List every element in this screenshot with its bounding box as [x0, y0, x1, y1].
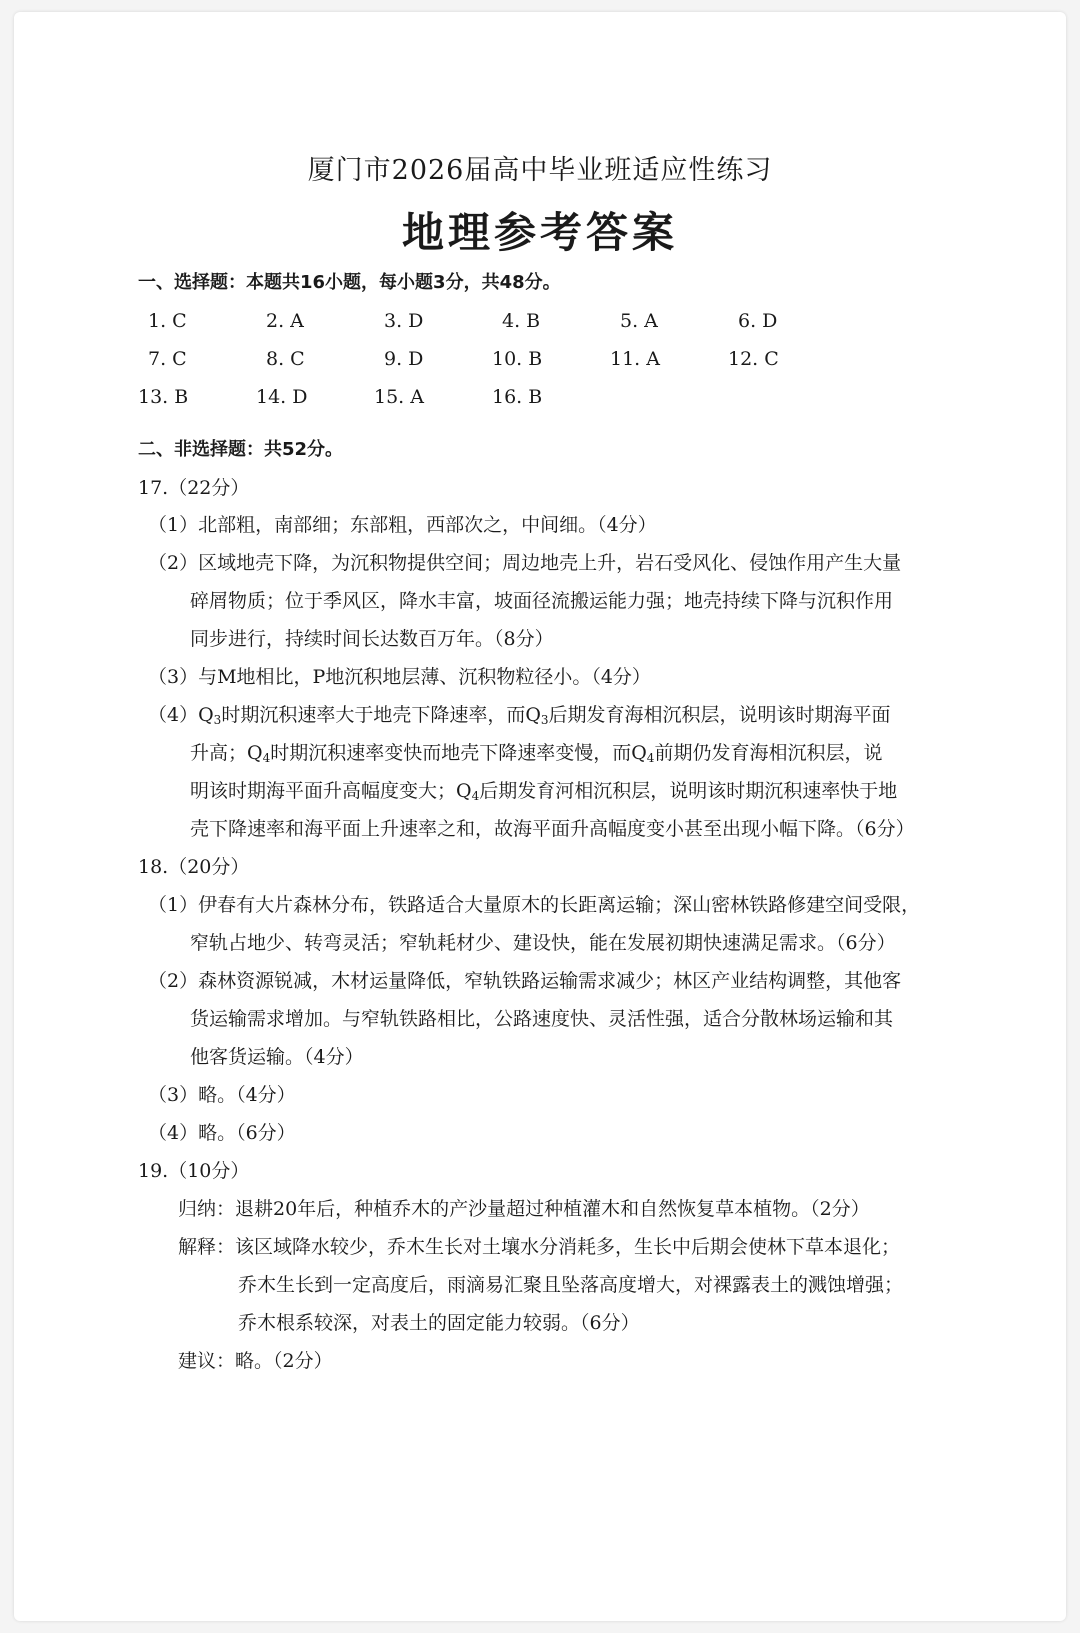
choice-answer: 7. C — [148, 348, 187, 370]
section2-heading: 二、非选择题：共52分。 — [138, 439, 344, 460]
choice-answer: 2. A — [266, 310, 304, 332]
q18-part1-line: （1）伊春有大片森林分布，铁路适合大量原木的长距离运输；深山密林铁路修建空间受限， — [148, 894, 921, 916]
q17-part4-line: $(4)Q_3$时期沉积速率大于地壳下降速率，而$Q_3$后期发育海相沉积层，说明该时期海平面 — [148, 704, 891, 727]
q17-part2-line: （2）区域地壳下降，为沉积物提供空间；周边地壳上升，岩石受风化、侵蚀作用产生大量 — [148, 552, 902, 574]
choice-answer: 15. A — [374, 386, 424, 408]
q17-part3: （3）与M地相比，P地沉积地层薄、沉积物粒径小。（4分） — [148, 666, 651, 688]
choice-answer: 12. C — [728, 348, 779, 370]
q17-part4-line: 明该时期海平面升高幅度变大；$Q_4$后期发育河相沉积层，说明该时期沉积速率快于地 — [190, 780, 898, 803]
q17-part4-line: 壳下降速率和海平面上升速率之和，故海平面升高幅度变小甚至出现小幅下降。（6分） — [190, 818, 915, 840]
q17-part2-line: 碎屑物质；位于季风区，降水丰富，坡面径流搬运能力强；地壳持续下降与沉积作用 — [190, 590, 894, 612]
choice-answer: 5. A — [620, 310, 658, 332]
q18-part3: （3）略。（4分） — [148, 1084, 296, 1106]
question-17-label: 17.（22分） — [138, 477, 250, 499]
choice-answer: 9. D — [384, 348, 424, 370]
choice-answer: 4. B — [502, 310, 541, 332]
q19-explain-line: 解释：该区域降水较少，乔木生长对土壤水分消耗多，生长中后期会使林下草本退化； — [178, 1236, 901, 1258]
choice-answer: 10. B — [492, 348, 543, 370]
q18-part4: （4）略。（6分） — [148, 1122, 296, 1144]
exam-subtitle: 厦门市2026届高中毕业班适应性练习 — [307, 155, 773, 186]
q19-explain-line: 乔木根系较深，对表土的固定能力较弱。（6分） — [238, 1312, 640, 1334]
question-18-label: 18.（20分） — [138, 856, 250, 878]
q19-summary: 归纳：退耕20年后，种植乔木的产沙量超过种植灌木和自然恢复草本植物。（2分） — [178, 1198, 870, 1220]
choice-answer: 11. A — [610, 348, 660, 370]
q19-explain-line: 乔木生长到一定高度后，雨滴易汇聚且坠落高度增大，对裸露表土的溅蚀增强； — [238, 1274, 904, 1296]
q17-part1: （1）北部粗，南部细；东部粗，西部次之，中间细。（4分） — [148, 514, 657, 536]
q18-part1-line: 窄轨占地少、转弯灵活；窄轨耗材少、建设快，能在发展初期快速满足需求。（6分） — [190, 932, 896, 954]
q18-part2-line: 他客货运输。（4分） — [190, 1046, 364, 1068]
choice-answer: 8. C — [266, 348, 305, 370]
choice-answer: 14. D — [256, 386, 308, 408]
q19-suggestion: 建议：略。（2分） — [178, 1350, 333, 1372]
q18-part2-line: 货运输需求增加。与窄轨铁路相比，公路速度快、灵活性强，适合分散林场运输和其 — [190, 1008, 894, 1030]
choice-answer: 1. C — [148, 310, 187, 332]
question-19-label: 19.（10分） — [138, 1160, 250, 1182]
section1-heading: 一、选择题：本题共16小题，每小题3分，共48分。 — [138, 272, 561, 293]
choice-answer: 16. B — [492, 386, 543, 408]
q17-part2-line: 同步进行，持续时间长达数百万年。（8分） — [190, 628, 554, 650]
choice-answer: 3. D — [384, 310, 424, 332]
choice-answer: 6. D — [738, 310, 778, 332]
page-title: 地理参考答案 — [401, 208, 678, 257]
choice-answer: 13. B — [138, 386, 189, 408]
q18-part2-line: （2）森林资源锐减，木材运量降低，窄轨铁路运输需求减少；林区产业结构调整，其他客 — [148, 970, 902, 992]
q17-part4-line: 升高；$Q_4$时期沉积速率变快而地壳下降速率变慢，而$Q_4$前期仍发育海相沉积层，说 — [190, 742, 883, 765]
